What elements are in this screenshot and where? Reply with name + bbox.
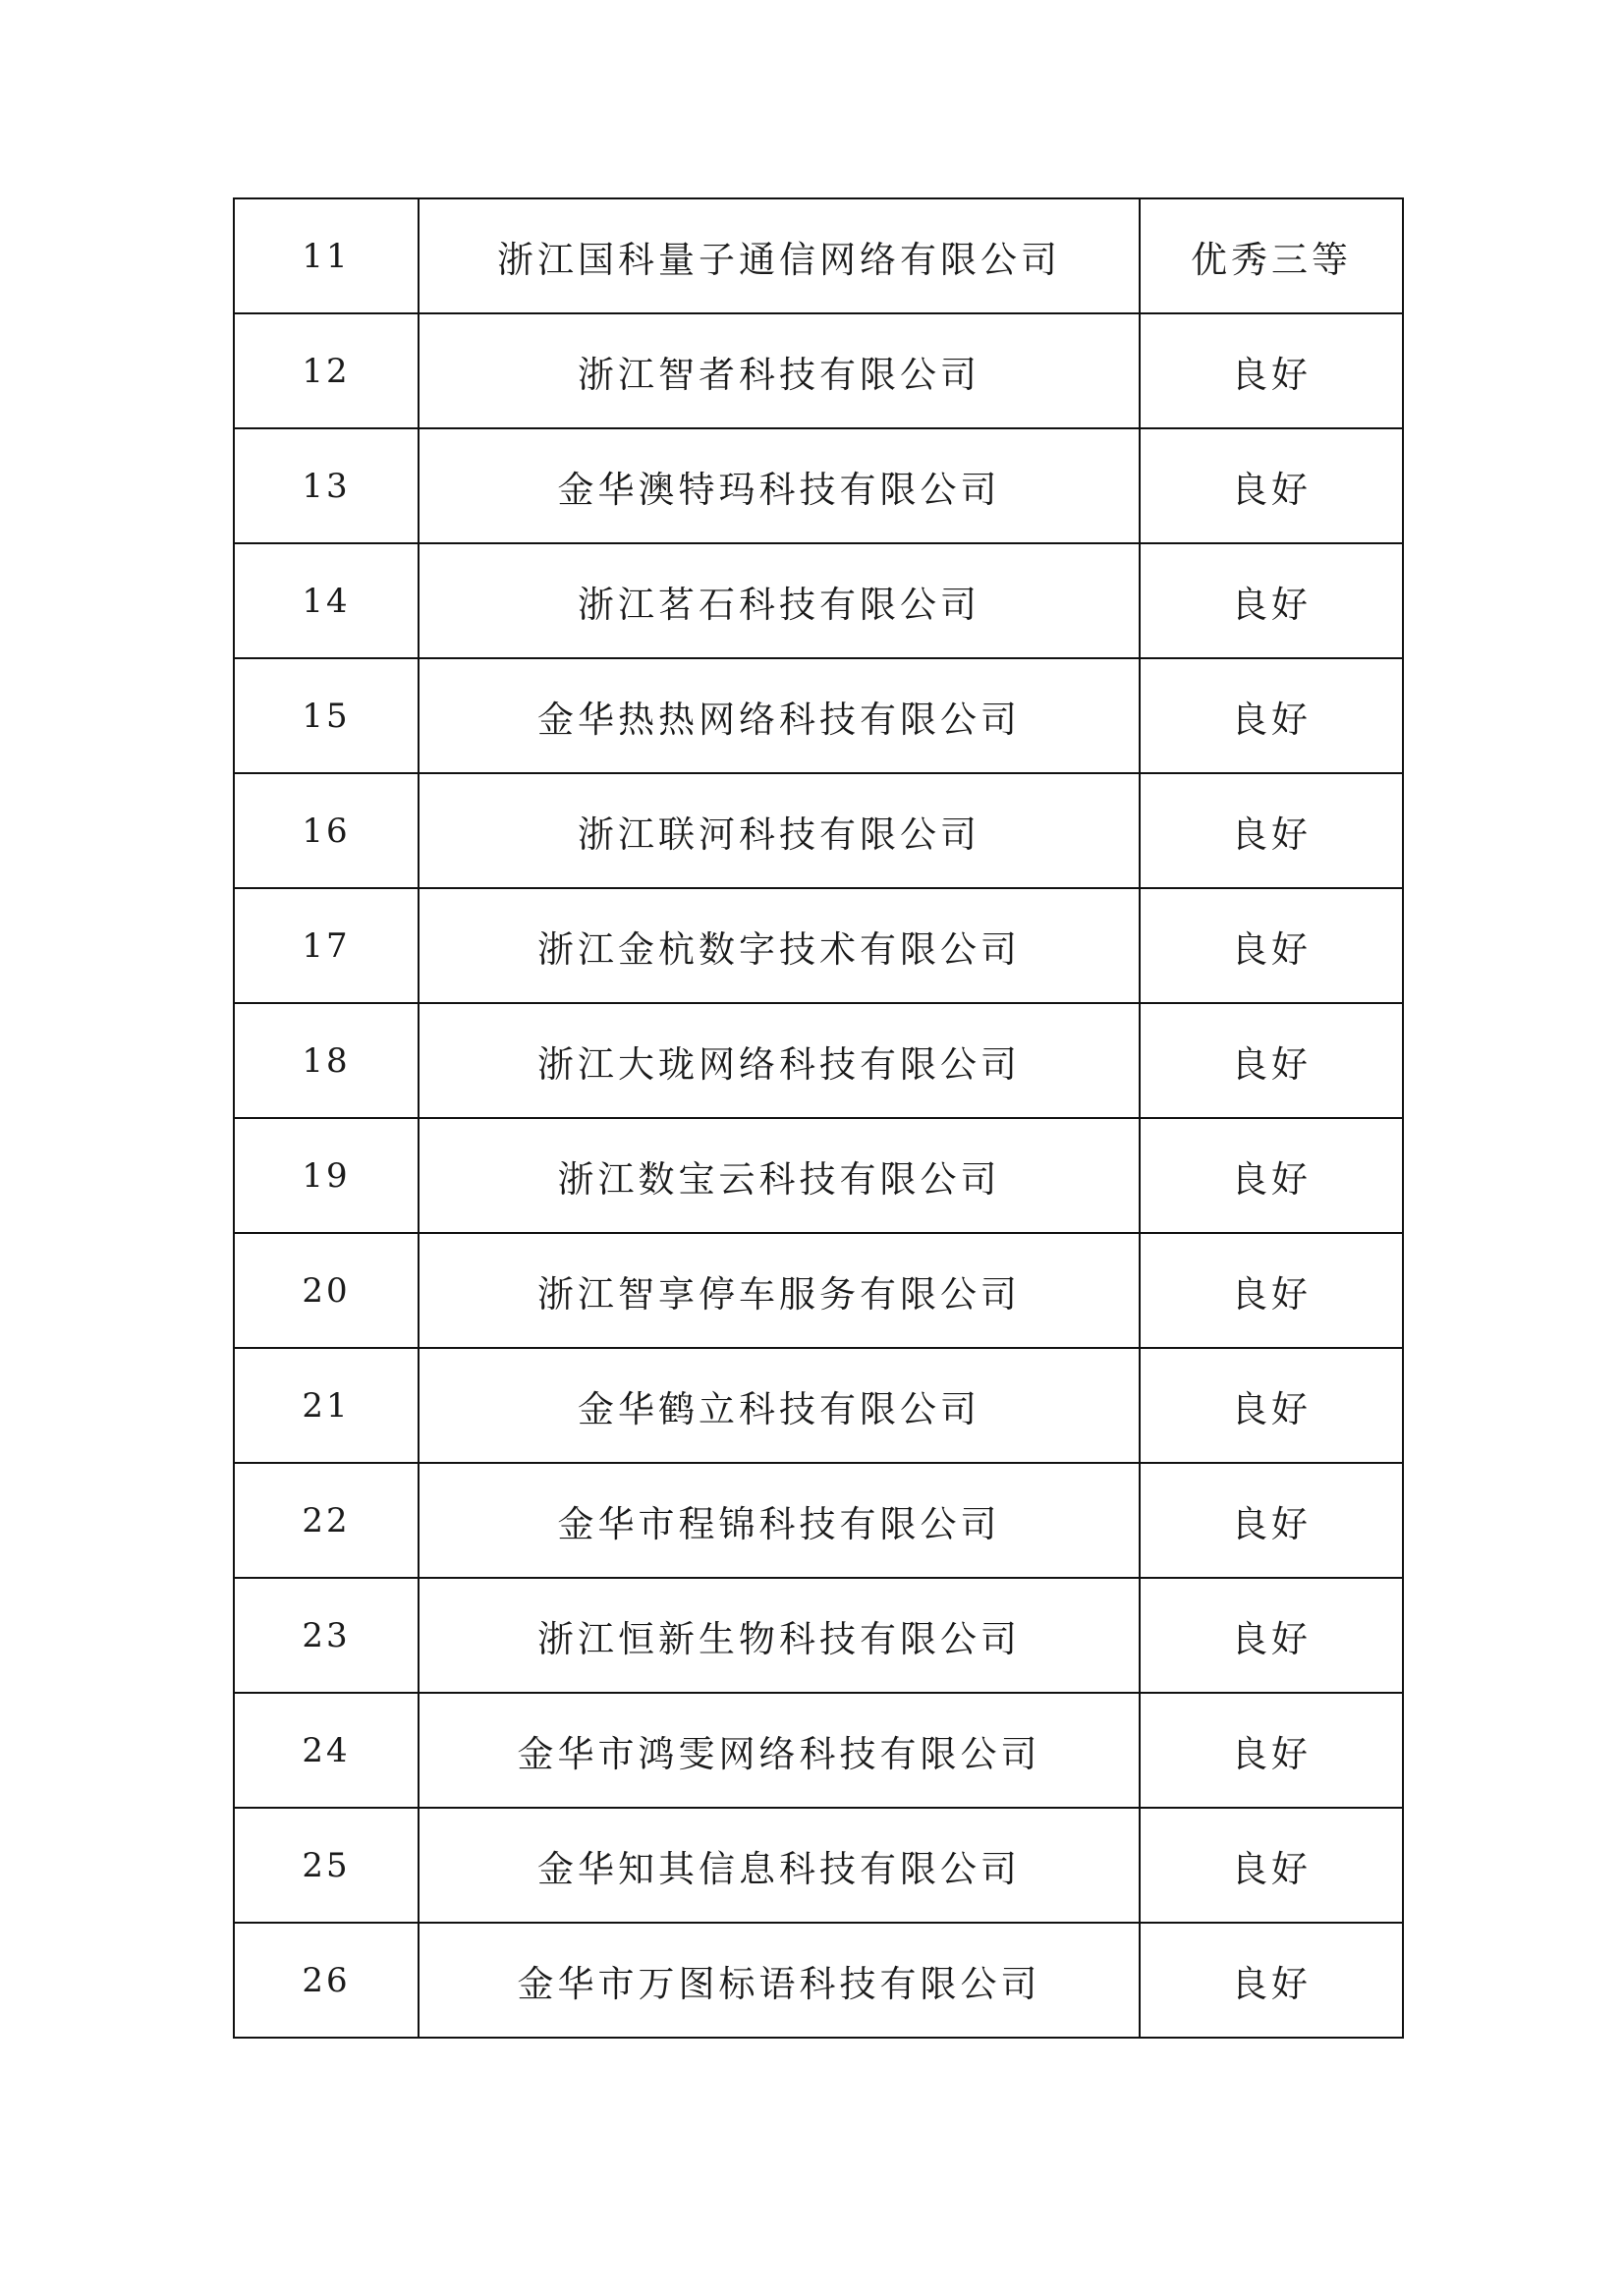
table-row: [234, 1808, 1403, 1923]
table-row: [234, 1463, 1403, 1578]
row-number: 11: [234, 198, 419, 313]
table-row: [234, 658, 1403, 773]
company-name: 浙江大珑网络科技有限公司: [419, 1003, 1140, 1118]
table-row: [234, 773, 1403, 888]
evaluation-grade: 良好: [1140, 1003, 1403, 1118]
evaluation-grade: 良好: [1140, 1693, 1403, 1808]
evaluation-grade: 良好: [1140, 1463, 1403, 1578]
row-number: 15: [234, 658, 419, 773]
evaluation-grade: 良好: [1140, 773, 1403, 888]
company-name: 浙江数宝云科技有限公司: [419, 1118, 1140, 1233]
company-name: 浙江茗石科技有限公司: [419, 543, 1140, 658]
company-name: 金华热热网络科技有限公司: [419, 658, 1140, 773]
evaluation-grade: 良好: [1140, 313, 1403, 428]
row-number: 16: [234, 773, 419, 888]
company-name: 金华知其信息科技有限公司: [419, 1808, 1140, 1923]
company-name: 金华澳特玛科技有限公司: [419, 428, 1140, 543]
row-number: 20: [234, 1233, 419, 1348]
evaluation-grade: 良好: [1140, 1233, 1403, 1348]
table-row: [234, 313, 1403, 428]
row-number: 13: [234, 428, 419, 543]
row-number: 26: [234, 1923, 419, 2038]
company-name: 浙江智享停车服务有限公司: [419, 1233, 1140, 1348]
table-row: [234, 543, 1403, 658]
row-number: 22: [234, 1463, 419, 1578]
company-name: 金华市万图标语科技有限公司: [419, 1923, 1140, 2038]
evaluation-grade: 良好: [1140, 543, 1403, 658]
evaluation-grade: 良好: [1140, 1578, 1403, 1693]
company-name: 浙江国科量子通信网络有限公司: [419, 198, 1140, 313]
table-row: [234, 198, 1403, 313]
company-name: 浙江智者科技有限公司: [419, 313, 1140, 428]
row-number: 25: [234, 1808, 419, 1923]
company-name: 浙江恒新生物科技有限公司: [419, 1578, 1140, 1693]
table-row: [234, 1693, 1403, 1808]
table-row: [234, 1003, 1403, 1118]
row-number: 18: [234, 1003, 419, 1118]
table-row: [234, 1923, 1403, 2038]
evaluation-grade: 良好: [1140, 1808, 1403, 1923]
table-row: [234, 428, 1403, 543]
row-number: 17: [234, 888, 419, 1003]
company-name: 金华市鸿雯网络科技有限公司: [419, 1693, 1140, 1808]
table-row: [234, 1233, 1403, 1348]
row-number: 19: [234, 1118, 419, 1233]
row-number: 23: [234, 1578, 419, 1693]
company-name: 浙江联河科技有限公司: [419, 773, 1140, 888]
row-number: 12: [234, 313, 419, 428]
evaluation-grade: 良好: [1140, 888, 1403, 1003]
row-number: 24: [234, 1693, 419, 1808]
results-table: [233, 197, 1404, 2039]
results-table-body: [234, 198, 1403, 2038]
company-name: 浙江金杭数字技术有限公司: [419, 888, 1140, 1003]
table-row: [234, 1118, 1403, 1233]
evaluation-grade: 良好: [1140, 658, 1403, 773]
company-name: 金华鹤立科技有限公司: [419, 1348, 1140, 1463]
table-row: [234, 1348, 1403, 1463]
table-row: [234, 1578, 1403, 1693]
table-row: [234, 888, 1403, 1003]
row-number: 14: [234, 543, 419, 658]
evaluation-grade: 良好: [1140, 1118, 1403, 1233]
row-number: 21: [234, 1348, 419, 1463]
evaluation-grade: 优秀三等: [1140, 198, 1403, 313]
evaluation-grade: 良好: [1140, 1348, 1403, 1463]
evaluation-grade: 良好: [1140, 428, 1403, 543]
evaluation-grade: 良好: [1140, 1923, 1403, 2038]
company-name: 金华市程锦科技有限公司: [419, 1463, 1140, 1578]
